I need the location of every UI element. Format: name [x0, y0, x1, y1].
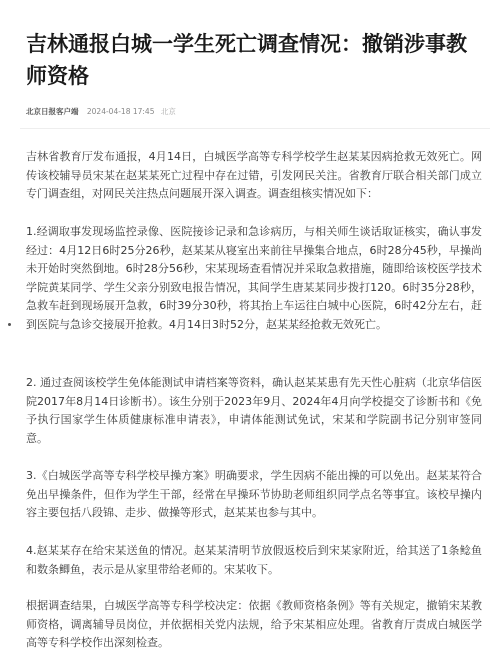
article-date: 2024-04-18 17:45: [86, 107, 155, 116]
margin-dot: [8, 323, 11, 326]
article-paragraph-intro: 吉林省教育厅发布通报，4月14日，白城医学高等专科学校学生赵某某因病抢救无效死亡。网传该校辅导员宋某在赵某某死亡过程中存在过错，引发网民关注。省教育厅联合相关部门成立专门调查组，对网民关注热点问题展开深入调查。调查组核实情况如下：: [26, 150, 482, 200]
article-paragraph-2: 2. 通过查阅该校学生免体能测试申请档案等资料，确认赵某某患有先天性心脏病（北京华信医院2017年8月14日诊断书）。该生分别于2023年9月、2024年4月向学校提交了诊断书和《免予执行国家学生体质健康标准申请表》，申请体能测试免试，宋某和学院副书记分别审签同意。: [26, 376, 482, 445]
article-title: 吉林通报白城一学生死亡调查情况：撤销涉事教师资格: [26, 32, 467, 88]
article-paragraph-3: 3.《白城医学高等专科学校早操方案》明确要求，学生因病不能出操的可以免出。赵某某符合免出早操条件，但作为学生干部，经常在早操环节协助老师组织同学点名等事宜。该校早操内容主要包括八段锦、走步、做操等形式，赵某某也参与其中。: [26, 469, 482, 519]
article-meta: [26, 106, 176, 117]
article-paragraph-conclusion: 根据调查结果，白城医学高等专科学校决定：依据《教师资格条例》等有关规定，撤销宋某教师资格，调离辅导员岗位，并依据相关党内法规，给予宋某相应处理。省教育厅责成白城医学高等专科学校作出深刻检查。: [26, 599, 482, 649]
header-divider: [20, 128, 490, 129]
article-source[interactable]: 北京日报客户端: [26, 107, 79, 116]
article-paragraph-4: 4.赵某某存在给宋某送鱼的情况。赵某某清明节放假返校后到宋某家附近，给其送了1条鲶鱼和数条鲫鱼，表示是从家里带给老师的。宋某收下。: [26, 544, 482, 576]
article-paragraph-1: 1.经调取事发现场监控录像、医院接诊记录和急诊病历，与相关师生谈话取证核实，确认事发经过：4月12日6时25分26秒，赵某某从寝室出来前往早操集合地点，6时28分45秒，早操尚未开始时突然倒地。6时28分56秒，宋某现场查看情况并采取急救措施，随即给该校医学技术学院黄某同学、学生父亲分别致电报告情况，其间学生唐某某同步拨打120。6时35分28秒，急救车赶到现场展开急救，6时39分30秒，将其抬上车运往白城中心医院，6时42分左右，赶到医院与急诊交接展开抢救。4月14日3时52分，赵某某经抢救无效死亡。: [26, 225, 482, 331]
article-location: 北京: [160, 107, 176, 116]
